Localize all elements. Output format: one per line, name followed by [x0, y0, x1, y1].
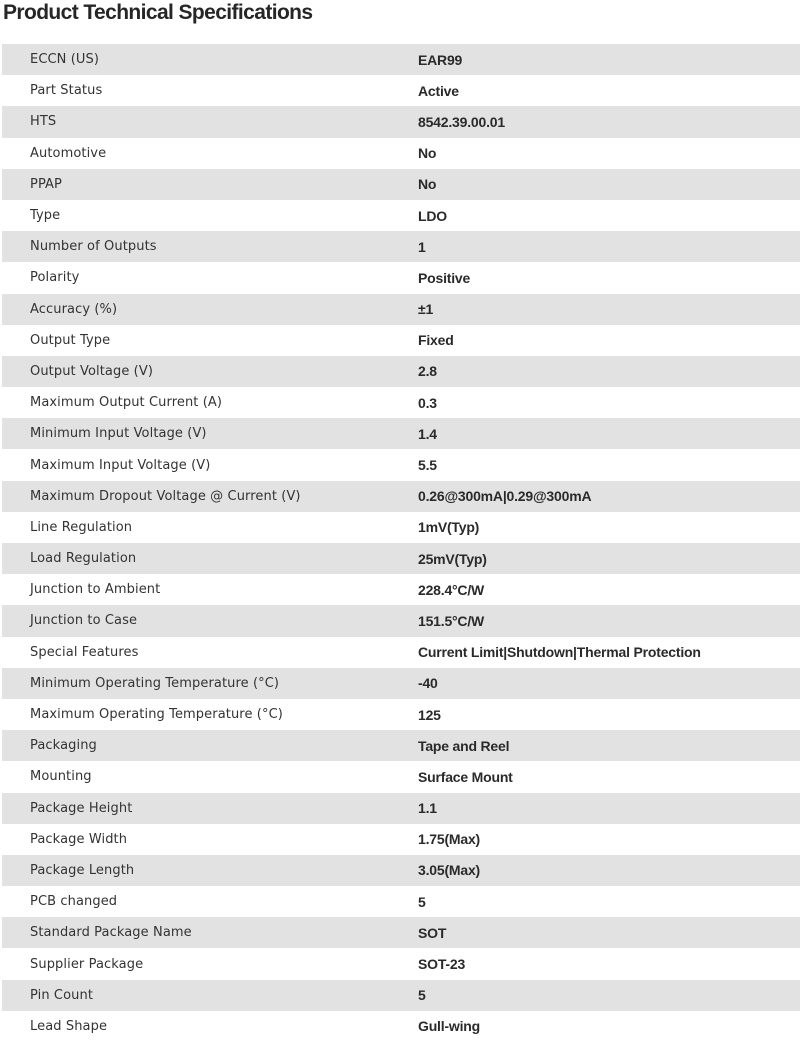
- spec-value: 0.3: [418, 394, 437, 411]
- spec-label: Maximum Output Current (A): [30, 395, 223, 411]
- spec-label: Automotive: [30, 145, 107, 161]
- spec-row: [2, 980, 800, 1011]
- spec-label: PCB changed: [30, 894, 118, 910]
- spec-row: [2, 948, 800, 979]
- spec-label: Packaging: [30, 738, 97, 754]
- spec-row: [2, 325, 800, 356]
- spec-value: 1.1: [418, 800, 437, 817]
- spec-value: Fixed: [418, 332, 454, 349]
- spec-label: Minimum Operating Temperature (°C): [30, 675, 280, 691]
- spec-label: Package Height: [30, 800, 133, 816]
- spec-value: Active: [418, 82, 459, 99]
- spec-label: Number of Outputs: [30, 239, 157, 255]
- spec-row: [2, 418, 800, 449]
- spec-label: Maximum Operating Temperature (°C): [30, 707, 283, 723]
- spec-label: Package Width: [30, 831, 128, 847]
- spec-label: Maximum Input Voltage (V): [30, 457, 211, 473]
- spec-row: [2, 824, 800, 855]
- spec-row: [2, 1011, 800, 1042]
- spec-label: Junction to Case: [30, 613, 138, 629]
- spec-value: 125: [418, 706, 441, 723]
- spec-label: Lead Shape: [30, 1018, 108, 1034]
- spec-value: SOT: [418, 924, 447, 941]
- spec-label: Special Features: [30, 644, 139, 660]
- spec-value: 8542.39.00.01: [418, 113, 505, 130]
- spec-label: Maximum Dropout Voltage @ Current (V): [30, 488, 301, 504]
- spec-value: Positive: [418, 269, 471, 286]
- spec-label: Standard Package Name: [30, 925, 192, 941]
- spec-row: [2, 231, 800, 262]
- spec-row: [2, 106, 800, 137]
- spec-value: -40: [418, 675, 438, 692]
- spec-label: Minimum Input Voltage (V): [30, 426, 207, 442]
- spec-value: 1mV(Typ): [418, 519, 480, 536]
- spec-value: 2.8: [418, 363, 437, 380]
- spec-row: [2, 855, 800, 886]
- spec-value: LDO: [418, 207, 447, 224]
- spec-row: [2, 637, 800, 668]
- spec-row: [2, 75, 800, 106]
- spec-label: ECCN (US): [30, 52, 100, 68]
- spec-label: PPAP: [30, 176, 62, 192]
- spec-value: 5.5: [418, 457, 437, 474]
- spec-label: Junction to Ambient: [30, 582, 161, 598]
- spec-row: [2, 605, 800, 636]
- spec-value: EAR99: [418, 51, 463, 68]
- spec-value: 5: [418, 987, 426, 1004]
- spec-row: [2, 699, 800, 730]
- spec-value: 3.05(Max): [418, 862, 481, 879]
- spec-value: 1: [418, 238, 426, 255]
- spec-value: Surface Mount: [418, 768, 513, 785]
- spec-row: [2, 294, 800, 325]
- spec-value: 1.75(Max): [418, 831, 481, 848]
- spec-label: Part Status: [30, 83, 103, 99]
- spec-label: Output Voltage (V): [30, 363, 154, 379]
- spec-label: Supplier Package: [30, 956, 144, 972]
- spec-row: [2, 481, 800, 512]
- spec-row: [2, 730, 800, 761]
- spec-row: [2, 387, 800, 418]
- spec-row: [2, 262, 800, 293]
- spec-row: [2, 512, 800, 543]
- spec-row: [2, 200, 800, 231]
- spec-row: [2, 449, 800, 480]
- spec-row: [2, 574, 800, 605]
- spec-value: 0.26@300mA|0.29@300mA: [418, 488, 592, 505]
- spec-value: 5: [418, 893, 426, 910]
- spec-label: Line Regulation: [30, 519, 133, 535]
- spec-table: [2, 44, 800, 1042]
- spec-row: [2, 356, 800, 387]
- spec-value: 151.5°C/W: [418, 612, 485, 629]
- spec-label: HTS: [30, 114, 57, 130]
- spec-row: [2, 761, 800, 792]
- spec-value: No: [418, 176, 437, 193]
- spec-label: Type: [30, 208, 61, 224]
- spec-label: Load Regulation: [30, 551, 137, 567]
- spec-value: SOT-23: [418, 956, 466, 973]
- spec-label: Mounting: [30, 769, 92, 785]
- spec-value: No: [418, 145, 437, 162]
- spec-row: [2, 543, 800, 574]
- spec-label: Package Length: [30, 862, 135, 878]
- spec-table-body: [2, 44, 800, 1042]
- spec-row: [2, 917, 800, 948]
- spec-value: 1.4: [418, 425, 437, 442]
- spec-value: Current Limit|Shutdown|Thermal Protection: [418, 644, 701, 661]
- spec-label: Accuracy (%): [30, 301, 118, 317]
- spec-row: [2, 169, 800, 200]
- page-title: Product Technical Specifications: [3, 1, 313, 24]
- spec-label: Polarity: [30, 270, 80, 286]
- spec-row: [2, 668, 800, 699]
- spec-value: Tape and Reel: [418, 737, 510, 754]
- spec-label: Pin Count: [30, 987, 94, 1003]
- spec-row: [2, 138, 800, 169]
- spec-value: 25mV(Typ): [418, 550, 487, 567]
- spec-row: [2, 886, 800, 917]
- spec-row: [2, 793, 800, 824]
- spec-row: [2, 44, 800, 75]
- spec-value: ±1: [418, 301, 434, 318]
- spec-value: 228.4°C/W: [418, 581, 485, 598]
- spec-value: Gull-wing: [418, 1018, 480, 1035]
- spec-label: Output Type: [30, 332, 111, 348]
